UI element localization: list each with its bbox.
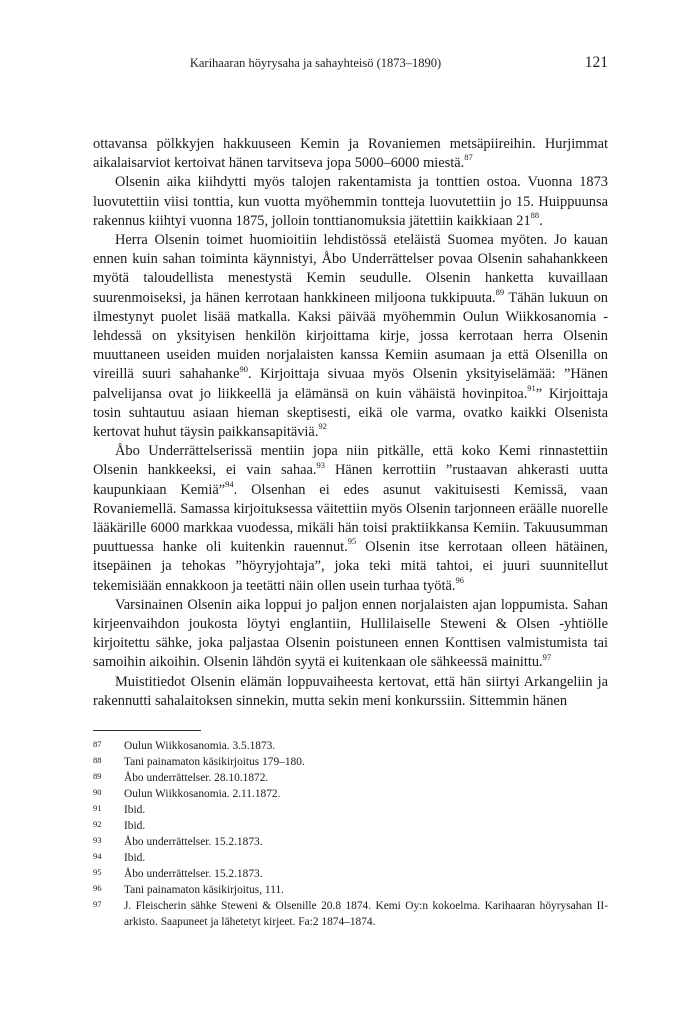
paragraph: [93, 442, 608, 596]
text-segment: Olsenin aika kiihdytti myös talojen rakentamista ja tonttien ostoa. Vuonna 1873 luovutettiin viisi tonttia, kun vuotta myöhemmin tontteja luovutettiin jo 15. Huippuunsa rakennus kiihtyi vuonna 1875, jolloin tonttianomuksia jätettiin kaikkiaan 21: [93, 174, 608, 229]
footnote: [93, 786, 608, 802]
footnote-text: Oulun Wiikkosanomia. 3.5.1873.: [124, 740, 276, 752]
text-segment: . Kirjoittaja sivuaa myös Olsenin yksityiselämää: ”Hänen palvelijansa ovat jo liikkeellä ja elämänsä on kuin vähäistä hovinpitoa.: [93, 366, 608, 402]
footnote-ref: 92: [318, 421, 327, 432]
footnote-ref: 90: [239, 363, 248, 374]
footnote-ref: 87: [464, 152, 473, 163]
paragraph: [93, 173, 608, 231]
footnote-number: 93: [93, 835, 102, 845]
footnote-number: 92: [93, 819, 102, 829]
footnote-divider: [93, 730, 201, 731]
footnote-ref: 96: [455, 574, 464, 585]
text-segment: Tähän lukuun on ilmestynyt puolet lisää matkalla. Kaksi päivää myöhemmin Oulun Wiikkosanomia -lehdessä on yksityisen henkilön kirjoittama kirje, jossa kerrotaan herra Olsenin muuttaneen useiden muiden norjalaisten kanssa Kemiin asumaan ja että Olsenilla on vireillä suuri sahahanke: [93, 289, 608, 383]
footnote-ref: 91: [527, 382, 536, 393]
footnote-number: 94: [93, 851, 102, 861]
footnote-text: J. Fleischerin sähke Steweni & Olsenille 20.8 1874. Kemi Oy:n kokoelma. Karihaaran höyrysahan II-arkisto. Saapuneet ja lähetetyt kirjeet. Fa:2 1874–1874.: [124, 900, 608, 928]
text-segment: .: [539, 212, 543, 229]
footnote-number: 90: [93, 787, 102, 797]
footnote: [93, 898, 608, 930]
footnote: [93, 802, 608, 818]
text-segment: Muistitiedot Olsenin elämän loppuvaiheesta kertovat, että hän siirtyi Arkangeliin ja rakennutti sahalaitoksen sinnekin, mutta sekin meni konkurssiin. Sittemmin hänen: [93, 673, 608, 709]
footnote-text: Tani painamaton käsikirjoitus, 111.: [124, 884, 285, 896]
text-segment: Olsenin itse kerrotaan olleen hätäinen, itsepäinen ja tehokas ”höyryjohtaja”, joka teki mitä tahtoi, ei juuri suunnitellut tekemisiään ennakkoon ja teetätti näin ollen usein turhaa työtä.: [93, 539, 609, 594]
footnote-number: 96: [93, 883, 102, 893]
footnote-text: Åbo underrättelser. 15.2.1873.: [124, 868, 263, 880]
footnote-number: 87: [93, 739, 102, 749]
footnote-number: 88: [93, 755, 102, 765]
footnote: [93, 738, 608, 754]
paragraph: [93, 596, 608, 673]
paragraph: [93, 673, 608, 711]
footnote: [93, 850, 608, 866]
footnote-text: Ibid.: [124, 804, 146, 816]
footnote-ref: 93: [316, 459, 326, 470]
text-segment: Åbo Underrättelserissä mentiin jopa niin pitkälle, että koko Kemi rinnastettiin Olsenin hankkeeksi, ei vain sahaa.: [93, 443, 608, 479]
footnote-number: 91: [93, 803, 102, 813]
text-segment: Varsinainen Olsenin aika loppui jo paljon ennen norjalaisten ajan loppumista. Sahan kirjeenvaihdon joukosta löytyi englantiin, Hullilaiselle Steweni & Olsen -yhtiölle kirjoitettu sähke, joka paljastaa Olsenin poistuneen ennen Konttisen valmistumista tai samoihin aikoihin. Olsenin lähdön syytä ei kuitenkaan ole sähkeessä mainittu.: [93, 596, 608, 671]
text-segment: Hänen kerrottiin ”rustaavan ahkerasti uutta kaupunkiaan Kemiä”: [93, 462, 608, 498]
footnote-ref: 94: [225, 478, 234, 489]
text-segment: ” Kirjoittaja tosin suhtautuu asiaan hieman skeptisesti, eikä ole varma, ovatko kaikki Olsenista kertovat huhut täysin paikkansapitäviä.: [93, 385, 608, 441]
footnote-text: Tani painamaton käsikirjoitus 179–180.: [124, 756, 305, 768]
footnote: [93, 834, 608, 850]
running-title: Karihaaran höyrysaha ja sahayhteisö (1873–1890): [189, 56, 442, 70]
body-text: [93, 135, 608, 711]
footnote-text: Åbo underrättelser. 28.10.1872.: [124, 772, 269, 784]
footnote-ref: 97: [542, 651, 552, 662]
paragraph: [93, 135, 608, 173]
paragraph: [93, 231, 608, 442]
footnote-text: Ibid.: [124, 820, 146, 832]
footnote-number: 95: [93, 867, 102, 877]
footnotes: [93, 738, 608, 930]
text-segment: ottavansa pölkkyjen hakkuuseen Kemin ja Rovaniemen metsäpiireihin. Hurjimmat aikalaisarviot kertoivat hänen tarvitseva jopa 5000–6000 miestä.: [93, 136, 608, 172]
footnote-ref: 88: [530, 210, 540, 221]
footnote: [93, 818, 608, 834]
footnote: [93, 770, 608, 786]
footnote-text: Oulun Wiikkosanomia. 2.11.1872.: [124, 788, 281, 800]
footnote: [93, 754, 608, 770]
footnote-ref: 89: [495, 286, 505, 297]
footnote-text: Åbo underrättelser. 15.2.1873.: [124, 836, 263, 848]
text-segment: . Olsenhan ei edes asunut vakituisesti Kemissä, vaan Rovaniemellä. Samassa kirjoituksessa väitettiin myös Olsenin tarjonneen eräälle nuorelle lääkärille 6000 markkaa vuodessa, mikäli hän toisi praktiikkansa Kemiin. Takuusumman puuttuessa hanke oli kuitenkin rauennut.: [93, 481, 608, 556]
text-segment: Herra Olsenin toimet huomioitiin lehdistössä eteläistä Suomea myöten. Jo kauan ennen kuin sahan toiminta käynnistyi, Åbo Underrättelser povaa Olsenin sahahankkeen myötä taloudellista menestystä Kemin seudulle. Olsenin hanketta kuvaillaan suurenmoiseksi, ja hänen kerrotaan hankkineen miljoona tukkipuuta.: [93, 232, 608, 306]
footnote-number: 97: [93, 899, 102, 909]
footnote: [93, 882, 608, 898]
footnote-number: 89: [93, 771, 102, 781]
running-head: [93, 54, 608, 74]
footnote-ref: 95: [347, 536, 357, 547]
page-number: 121: [584, 54, 608, 71]
footnote: [93, 866, 608, 882]
footnote-text: Ibid.: [124, 852, 146, 864]
